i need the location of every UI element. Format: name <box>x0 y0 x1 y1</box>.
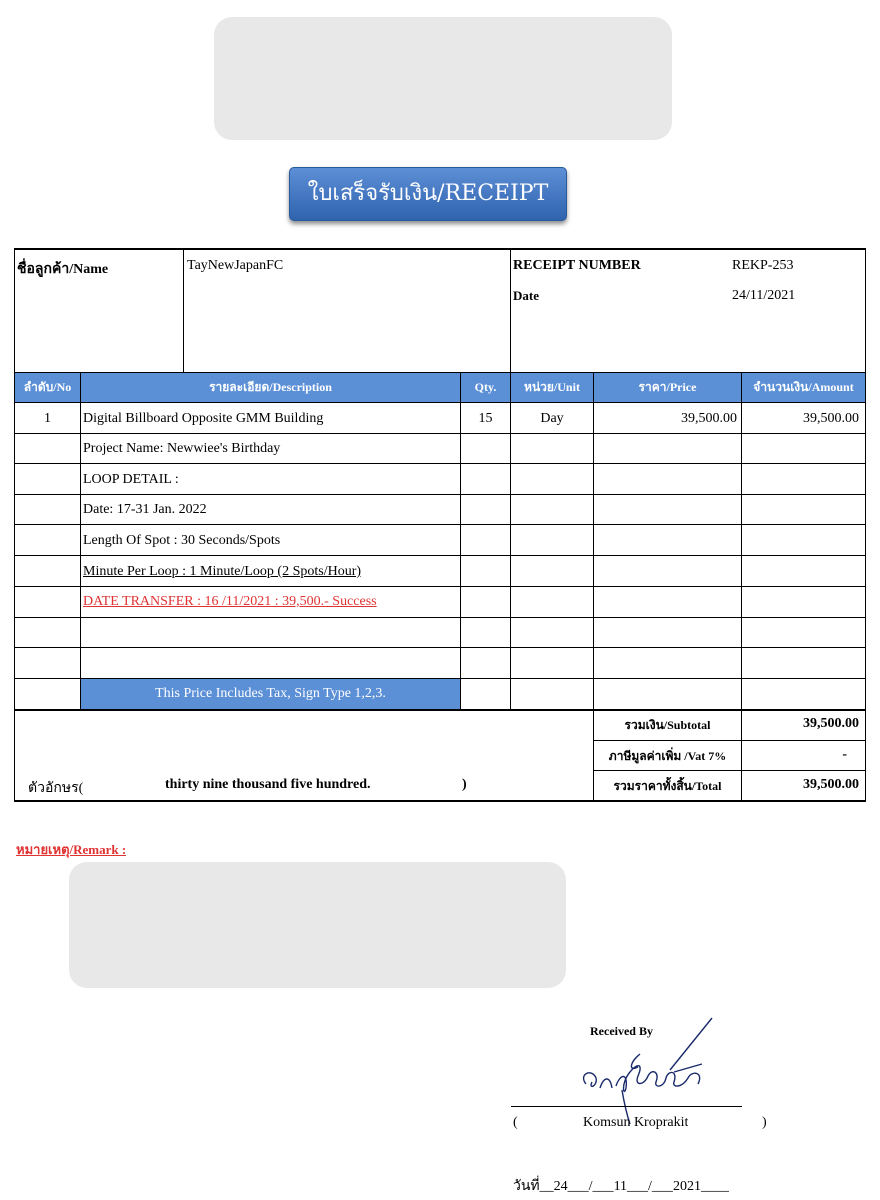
tax-note: This Price Includes Tax, Sign Type 1,2,3. <box>155 686 386 701</box>
redacted-company-header <box>214 17 672 140</box>
vat-value: - <box>842 747 847 762</box>
customer-label: ชื่อลูกค้า/Name <box>17 262 109 277</box>
redacted-remark-box <box>69 862 566 988</box>
date-label: Date <box>513 288 539 303</box>
receipt-number: REKP-253 <box>732 258 794 273</box>
detail-transfer: DATE TRANSFER : 16 /11/2021 : 39,500.- Success <box>83 594 377 609</box>
receipt-number-label: RECEIPT NUMBER <box>513 258 641 273</box>
header-unit: หน่วย/Unit <box>524 380 580 394</box>
table-bottom-border <box>14 800 866 802</box>
row-line <box>14 617 866 618</box>
item-price: 39,500.00 <box>681 411 737 426</box>
header-description: รายละเอียด/Description <box>209 380 332 394</box>
row-line <box>14 433 866 434</box>
table-left-border <box>14 249 15 801</box>
item-amount: 39,500.00 <box>803 411 859 426</box>
header-bottom-line <box>14 402 866 403</box>
signature-line <box>511 1106 742 1107</box>
col-divider-no <box>80 372 81 709</box>
signatory-name: Komsun Kroprakit <box>583 1115 689 1130</box>
date-day: 24 <box>553 1179 568 1194</box>
row-line <box>14 647 866 648</box>
item-qty: 15 <box>478 411 493 426</box>
table-right-border <box>865 249 866 801</box>
row-line <box>14 524 866 525</box>
item-no: 1 <box>44 411 51 426</box>
table-top-border <box>14 248 866 250</box>
handwritten-signature <box>570 1012 730 1132</box>
signature-date: วันที่__24___/___11___/___2021____ <box>513 1179 729 1194</box>
detail-length: Length Of Spot : 30 Seconds/Spots <box>83 533 281 548</box>
row-line <box>14 586 866 587</box>
detail-minute: Minute Per Loop : 1 Minute/Loop (2 Spots/Hour) <box>83 564 362 579</box>
total-value: 39,500.00 <box>803 777 859 792</box>
amount-in-words: thirty nine thousand five hundred. <box>165 777 371 792</box>
remark-label: หมายเหตุ/Remark : <box>16 842 127 857</box>
totals-line <box>593 740 866 741</box>
subtotal-label: รวมเงิน/Subtotal <box>624 718 711 732</box>
signature-close-paren: ) <box>762 1115 767 1130</box>
header-amount: จำนวนเงิน/Amount <box>753 380 854 394</box>
date-year: 2021 <box>672 1179 701 1194</box>
amount-in-words-close: ) <box>462 777 467 792</box>
header-top-line <box>14 372 866 373</box>
detail-project: Project Name: Newwiee's Birthday <box>83 441 281 456</box>
name-col-divider <box>183 249 184 372</box>
detail-date: Date: 17-31 Jan. 2022 <box>83 502 207 517</box>
item-description: Digital Billboard Opposite GMM Building <box>83 411 324 426</box>
header-no: ลำดับ/No <box>23 380 72 394</box>
row-line <box>14 494 866 495</box>
row-line <box>14 463 866 464</box>
signature-open-paren: ( <box>513 1115 518 1130</box>
info-col-divider <box>510 249 511 372</box>
receipt-title: ใบเสร็จรับเงิน/RECEIPT <box>289 167 567 221</box>
received-by-label: Received By <box>590 1024 653 1038</box>
item-unit: Day <box>540 411 564 426</box>
table-body-bottom <box>14 709 866 711</box>
receipt-date: 24/11/2021 <box>732 288 796 303</box>
customer-name: TayNewJapanFC <box>187 258 284 273</box>
header-price: ราคา/Price <box>638 380 697 394</box>
amount-in-words-label: ตัวอักษร( <box>28 781 84 796</box>
header-qty: Qty. <box>474 380 497 394</box>
totals-line <box>593 770 866 771</box>
date-prefix: วันที่ <box>513 1179 540 1194</box>
detail-loop: LOOP DETAIL : <box>83 472 179 487</box>
date-month: 11 <box>613 1179 628 1194</box>
subtotal-value: 39,500.00 <box>803 716 859 731</box>
row-line <box>14 555 866 556</box>
total-label: รวมราคาทั้งสิ้น/Total <box>613 779 722 793</box>
vat-label: ภาษีมูลค่าเพิ่ม /Vat 7% <box>608 749 727 763</box>
